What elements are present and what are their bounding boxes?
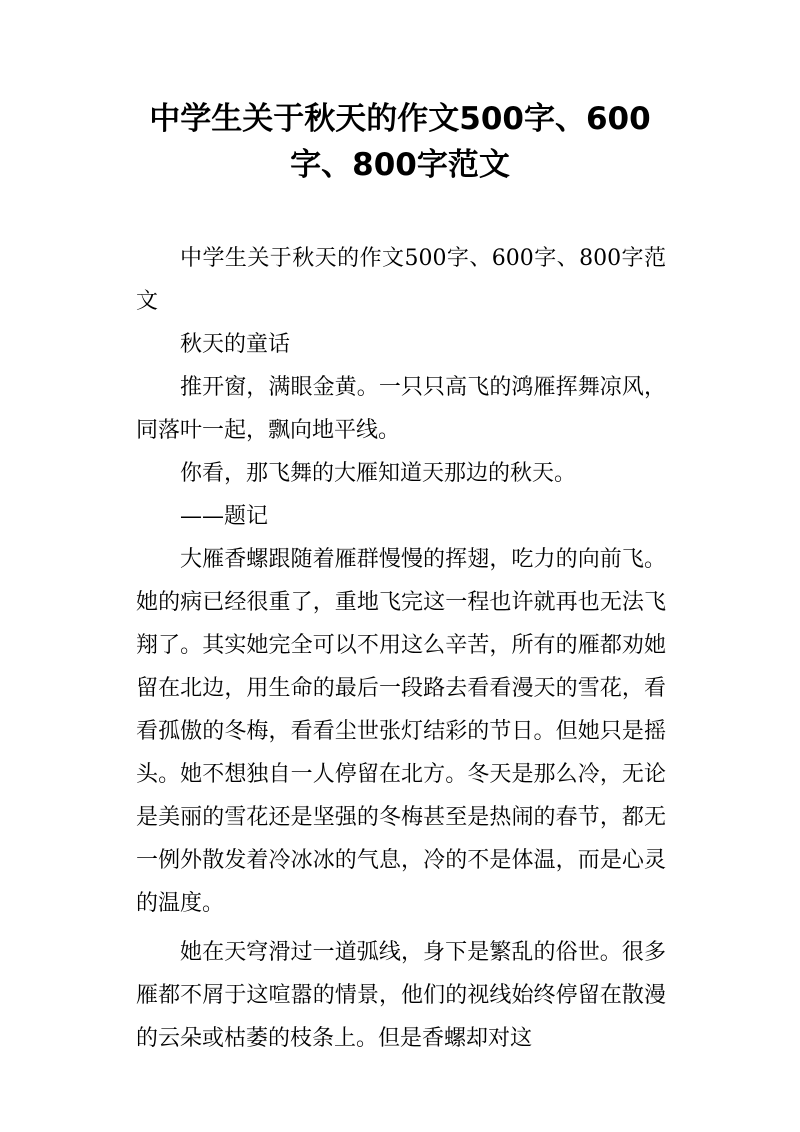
document-title [100,96,700,188]
paragraph-heading: 秋天的童话 [180,332,291,357]
paragraph: 大雁香螺跟随着雁群慢慢的挥翅，吃力的向前飞。她的病已经很重了，重地飞完这一程也许就再也无法飞翔了。其实她完全可以不用这么辛苦，所有的雁都劝她留在北边，用生命的最后一段路去看看漫天的雪花，看看孤傲的冬梅，看看尘世张灯结彩的节日。但她只是摇头。她不想独自一人停留在北方。冬天是那么冷，无论是美丽的雪花还是坚强的冬梅甚至是热闹的春节，都无一例外散发着冷冰冰的气息，冷的不是体温，而是心灵的温度。 [136,547,666,916]
title-line-1: 中学生关于秋天的作文500字、600 [149,101,651,137]
document-body [136,237,666,1060]
paragraph-subtitle: 中学生关于秋天的作文500字、600字、800字范文 [136,246,666,314]
paragraph: 她在天穹滑过一道弧线，身下是繁乱的俗世。很多雁都不屑于这喧嚣的情景，他们的视线始终停留在散漫的云朵或枯萎的枝条上。但是香螺却对这 [136,940,666,1051]
paragraph: 推开窗，满眼金黄。一只只高飞的鸿雁挥舞凉风，同落叶一起，飘向地平线。 [136,375,666,443]
paragraph: 你看，那飞舞的大雁知道天那边的秋天。 [180,461,577,486]
title-line-2: 字、800字范文 [290,147,510,183]
paragraph-epigraph: ——题记 [180,504,269,529]
